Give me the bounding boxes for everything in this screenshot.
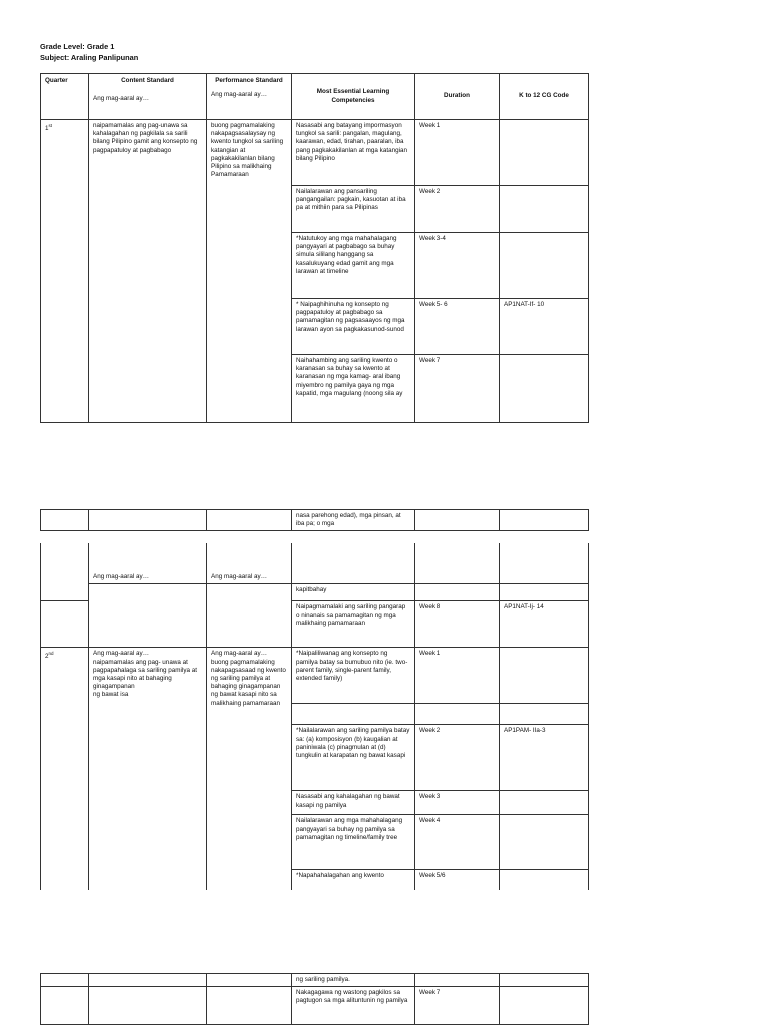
- content-standard-cell: Ang mag-aaral ay… naipamamalas ang pag- unawa at pagpapahalaga sa sariling pamilya at mga kasapi nito at bahaging ginagampanan ng bawat isa: [89, 648, 207, 890]
- grade-level: Grade Level: Grade 1: [40, 42, 115, 51]
- col-code: K to 12 CG Code: [500, 74, 589, 120]
- code-cell: [500, 987, 589, 1025]
- table-row: [41, 584, 589, 601]
- duration-cell: [415, 704, 500, 725]
- quarter-cell: [41, 974, 89, 987]
- content-standard-cell: naipamamalas ang pag-unawa sa kahalagahan ng pagkilala sa sarili bilang Pilipino gamit ang konsepto ng pagpapatuloy at pagbabago: [89, 120, 207, 423]
- melc-cell: * Naipaghihinuha ng konsepto ng pagpapatuloy at pagbabago sa pamamagitan ng pagsasaayos ng mga larawan ayon sa pagkakasunod-sunod: [292, 299, 415, 355]
- melc-cell: Nasasabi ang batayang impormasyon tungkol sa sarili: pangalan, magulang, kaarawan, edad, tirahan, paaralan, iba pang pagkakakilanlan at mga katangian bilang Pilipino: [292, 120, 415, 186]
- table-row: [41, 648, 589, 704]
- melc-cell: Nasasabi ang kahalagahan ng bawat kasapi ng pamilya: [292, 791, 415, 815]
- table-gap: [41, 531, 589, 543]
- code-cell: [500, 974, 589, 987]
- content-standard-cell: [89, 974, 207, 987]
- quarter-number: 2: [45, 653, 49, 661]
- code-cell: [500, 584, 589, 601]
- melc-cell: nasa parehong edad), mga pinsan, at iba pa; o mga: [292, 510, 415, 531]
- performance-standard-sub: Ang mag-aaral ay…: [211, 573, 267, 581]
- quarter-cell: [41, 120, 89, 423]
- melc-cell: Naihahambing ang sariling kwento o karanasan sa buhay sa kwento at karanasan ng mga kamag- aral ibang miyembro ng pamilya gaya ng mga kapatid, mga magulang (noong sila ay: [292, 355, 415, 423]
- duration-cell: Week 2: [415, 725, 500, 791]
- content-standard-cell: [89, 987, 207, 1025]
- melc-cell: *Napahahalagahan ang kwento: [292, 870, 415, 890]
- performance-standard-cell: [207, 987, 292, 1025]
- code-cell: [500, 355, 589, 423]
- duration-cell: [415, 974, 500, 987]
- quarter-cell: [41, 648, 89, 890]
- melc-cell: kapitbahay: [292, 584, 415, 601]
- table-row: [41, 974, 589, 987]
- quarter-cell: [41, 510, 89, 531]
- quarter-cell: [41, 543, 89, 584]
- quarter-cell: [41, 987, 89, 1025]
- performance-standard-cell: Ang mag-aaral ay… buong pagmamalaking nakapagsasaad ng kwento ng sariling pamilya at bahaging ginagampanan ng bawat kasapi nito sa malikhaing pamamaraan: [207, 648, 292, 890]
- col-content-standard: [89, 74, 207, 120]
- code-cell: [500, 704, 589, 725]
- table-header-row: [41, 74, 589, 120]
- col-melc: Most Essential Learning Competencies: [292, 74, 415, 120]
- content-standard-cell: [89, 510, 207, 531]
- duration-cell: Week 2: [415, 186, 500, 233]
- duration-cell: [415, 510, 500, 531]
- performance-standard-cell: buong pagmamalaking nakapagsasalaysay ng kwento tungkol sa sariling katangian at pagkakakilanlan bilang Pilipino sa malikhaing Pamamaraan: [207, 120, 292, 423]
- col-performance-standard-label: Performance Standard: [215, 77, 283, 84]
- col-duration: Duration: [415, 74, 500, 120]
- duration-cell: Week 4: [415, 815, 500, 870]
- duration-cell: Week 5- 6: [415, 299, 500, 355]
- duration-cell: Week 7: [415, 355, 500, 423]
- col-quarter: Quarter: [41, 74, 89, 120]
- performance-standard-cell: [207, 974, 292, 987]
- col-performance-standard: [207, 74, 292, 120]
- code-cell: [500, 815, 589, 870]
- page-header: [40, 41, 138, 63]
- table-row: [41, 120, 589, 186]
- melc-cell: [292, 704, 415, 725]
- melc-cell: Nailalarawan ang pansariling pangangailan: pagkain, kasuotan at iba pa at mithiin para sa Pilipinas: [292, 186, 415, 233]
- table-row: [41, 987, 589, 1025]
- melc-cell: *Nailalarawan ang sariling pamilya batay sa: (a) komposisyon (b) kaugalian at paniniwala (c) pinagmulan at (d) tungkulin at karapatan ng bawat kasapi: [292, 725, 415, 791]
- code-cell: [500, 648, 589, 704]
- code-cell: [500, 186, 589, 233]
- duration-cell: Week 7: [415, 987, 500, 1025]
- quarter-cell: [41, 601, 89, 648]
- table-row: [41, 543, 589, 584]
- melc-cell: ng sariling pamilya.: [292, 974, 415, 987]
- subject: Subject: Araling Panlipunan: [40, 53, 139, 62]
- code-cell: [500, 120, 589, 186]
- melc-table-page-2: [40, 509, 589, 890]
- duration-cell: [415, 584, 500, 601]
- code-cell: [500, 543, 589, 584]
- duration-cell: [415, 543, 500, 584]
- quarter-suffix: nd: [48, 651, 54, 657]
- quarter-suffix: st: [48, 123, 53, 128]
- melc-cell: Nakagagawa ng wastong pagkilos sa pagtugon sa mga alituntunin ng pamilya: [292, 987, 415, 1025]
- duration-cell: Week 1: [415, 120, 500, 186]
- code-cell: [500, 233, 589, 299]
- spacer-row: [41, 531, 589, 543]
- content-standard-sub: Ang mag-aaral ay…: [93, 573, 149, 581]
- code-cell: [500, 870, 589, 890]
- performance-standard-cell: [207, 584, 292, 648]
- code-cell: AP1NAT-Ij- 14: [500, 601, 589, 648]
- duration-cell: Week 3: [415, 791, 500, 815]
- melc-cell: [292, 543, 415, 584]
- col-performance-standard-sub: Ang mag-aaral ay…: [211, 91, 267, 99]
- melc-cell: Nailalarawan ang mga mahahalagang pangyayari sa buhay ng pamilya sa pamamagitan ng timeline/family tree: [292, 815, 415, 870]
- table-row: [41, 510, 589, 531]
- performance-standard-cell: [207, 543, 292, 584]
- code-cell: [500, 791, 589, 815]
- quarter-cell: [41, 584, 89, 601]
- melc-table-page-1: [40, 73, 589, 423]
- code-cell: AP1NAT-If- 10: [500, 299, 589, 355]
- melc-cell: *Natutukoy ang mga mahahalagang pangyayari at pagbabago sa buhay simula sililang hanggang sa kasalukuyang edad gamit ang mga larawan at timeline: [292, 233, 415, 299]
- col-content-standard-label: Content Standard: [121, 77, 174, 84]
- melc-cell: Naipagmamalaki ang sariling pangarap o ninanais sa pamamagitan ng mga malikhaing pamamaraan: [292, 601, 415, 648]
- performance-standard-cell: [207, 510, 292, 531]
- duration-cell: Week 3-4: [415, 233, 500, 299]
- duration-cell: Week 1: [415, 648, 500, 704]
- content-standard-cell: [89, 584, 207, 648]
- code-cell: [500, 510, 589, 531]
- code-cell: AP1PAM- IIa-3: [500, 725, 589, 791]
- quarter-number: 1: [45, 125, 49, 133]
- duration-cell: Week 5/6: [415, 870, 500, 890]
- content-standard-cell: [89, 543, 207, 584]
- col-content-standard-sub: Ang mag-aaral ay…: [93, 95, 149, 103]
- melc-table-page-3: [40, 973, 589, 1025]
- melc-cell: *Naipaliliwanag ang konsepto ng pamilya batay sa bumubuo nito (ie. two- parent family, single-parent family, extended family): [292, 648, 415, 704]
- duration-cell: Week 8: [415, 601, 500, 648]
